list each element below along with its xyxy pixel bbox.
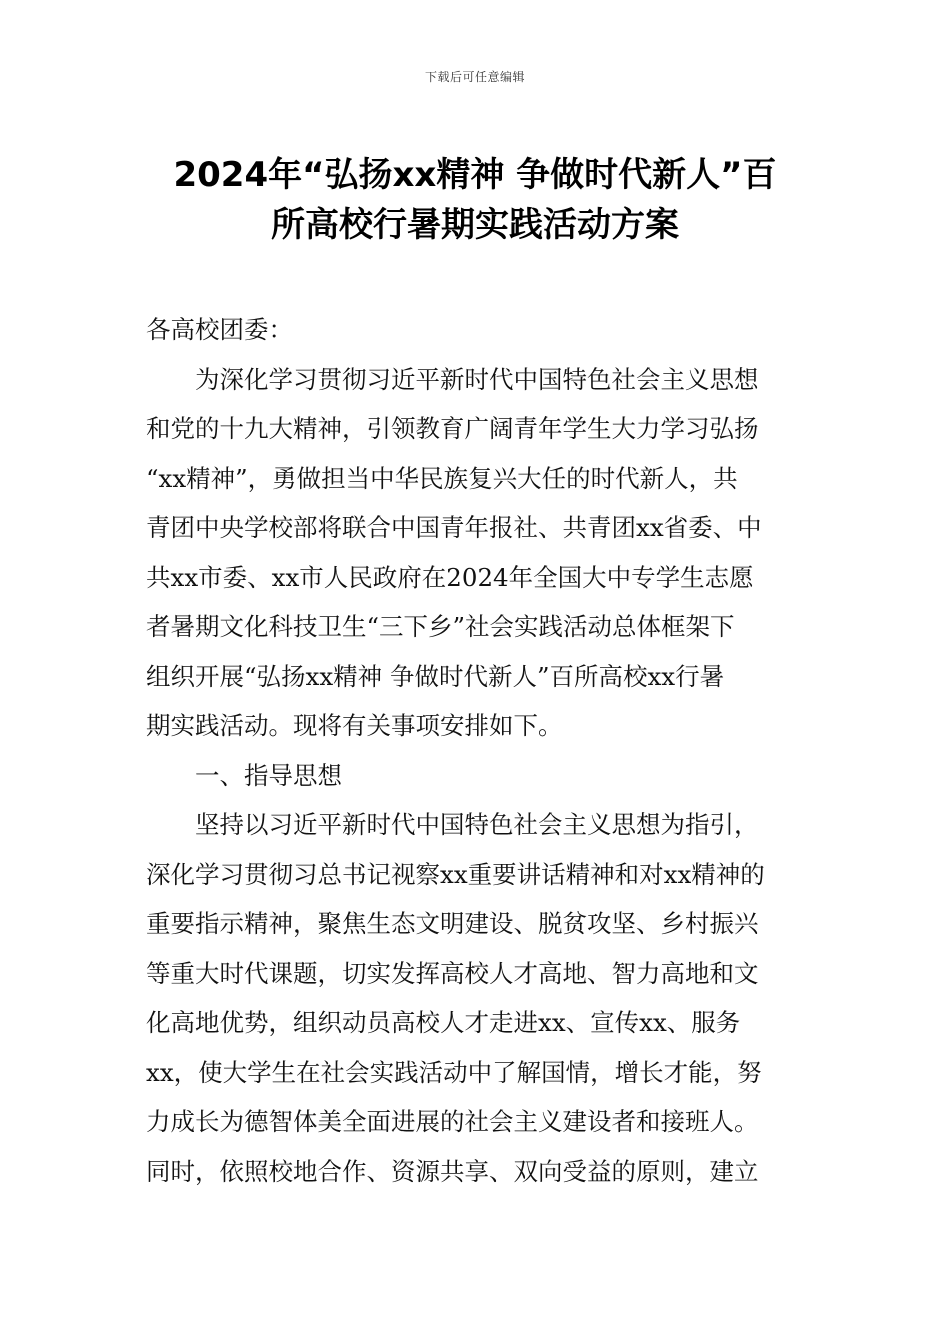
paragraph-line: xx，使大学生在社会实践活动中了解国情，增长才能，努: [146, 1057, 762, 1087]
paragraph-line: 者暑期文化科技卫生“三下乡”社会实践活动总体框架下: [146, 612, 735, 641]
paragraph-guiding-ideology: [146, 800, 808, 1196]
paragraph-line: 坚持以习近平新时代中国特色社会主义思想为指引，: [195, 810, 759, 839]
salutation: 各高校团委：: [146, 315, 293, 344]
title-line-2: 所高校行暑期实践活动方案: [271, 205, 679, 245]
paragraph-line: 和党的十九大精神，引领教育广阔青年学生大力学习弘扬: [146, 414, 759, 443]
paragraph-line: 深化学习贯彻习总书记视察xx重要讲话精神和对xx精神的: [146, 859, 765, 889]
paragraph-intro: [146, 355, 808, 751]
header-note: 下载后可任意编辑: [424, 70, 525, 84]
paragraph-line: 同时，依照校地合作、资源共享、双向受益的原则，建立: [146, 1156, 759, 1186]
paragraph-line: 等重大时代课题，切实发挥高校人才高地、智力高地和文: [146, 958, 759, 988]
paragraph-line: 力成长为德智体美全面进展的社会主义建设者和接班人。: [146, 1107, 759, 1136]
paragraph-line: “xx精神”，勇做担当中华民族复兴大任的时代新人，共: [146, 463, 738, 493]
paragraph-line: 组织开展“弘扬xx精神 争做时代新人”百所高校xx行暑: [146, 661, 725, 691]
paragraph-line: 青团中央学校部将联合中国青年报社、共青团xx省委、中: [146, 513, 762, 542]
title-line-1: 2024年“弘扬xx精神 争做时代新人”百: [173, 155, 777, 195]
document-body: [146, 305, 808, 1196]
paragraph-line: 期实践活动。现将有关事项安排如下。: [146, 711, 563, 740]
paragraph-line: 共xx市委、xx市人民政府在2024年全国大中专学生志愿: [146, 562, 754, 592]
section-heading-guiding-ideology: 一、指导思想: [195, 760, 342, 790]
paragraph-line: 为深化学习贯彻习近平新时代中国特色社会主义思想: [195, 364, 759, 394]
paragraph-line: 化高地优势，组织动员高校人才走进xx、宣传xx、服务: [146, 1008, 741, 1037]
document-title: [120, 150, 830, 250]
paragraph-line: 重要指示精神，聚焦生态文明建设、脱贫攻坚、乡村振兴: [146, 909, 759, 938]
